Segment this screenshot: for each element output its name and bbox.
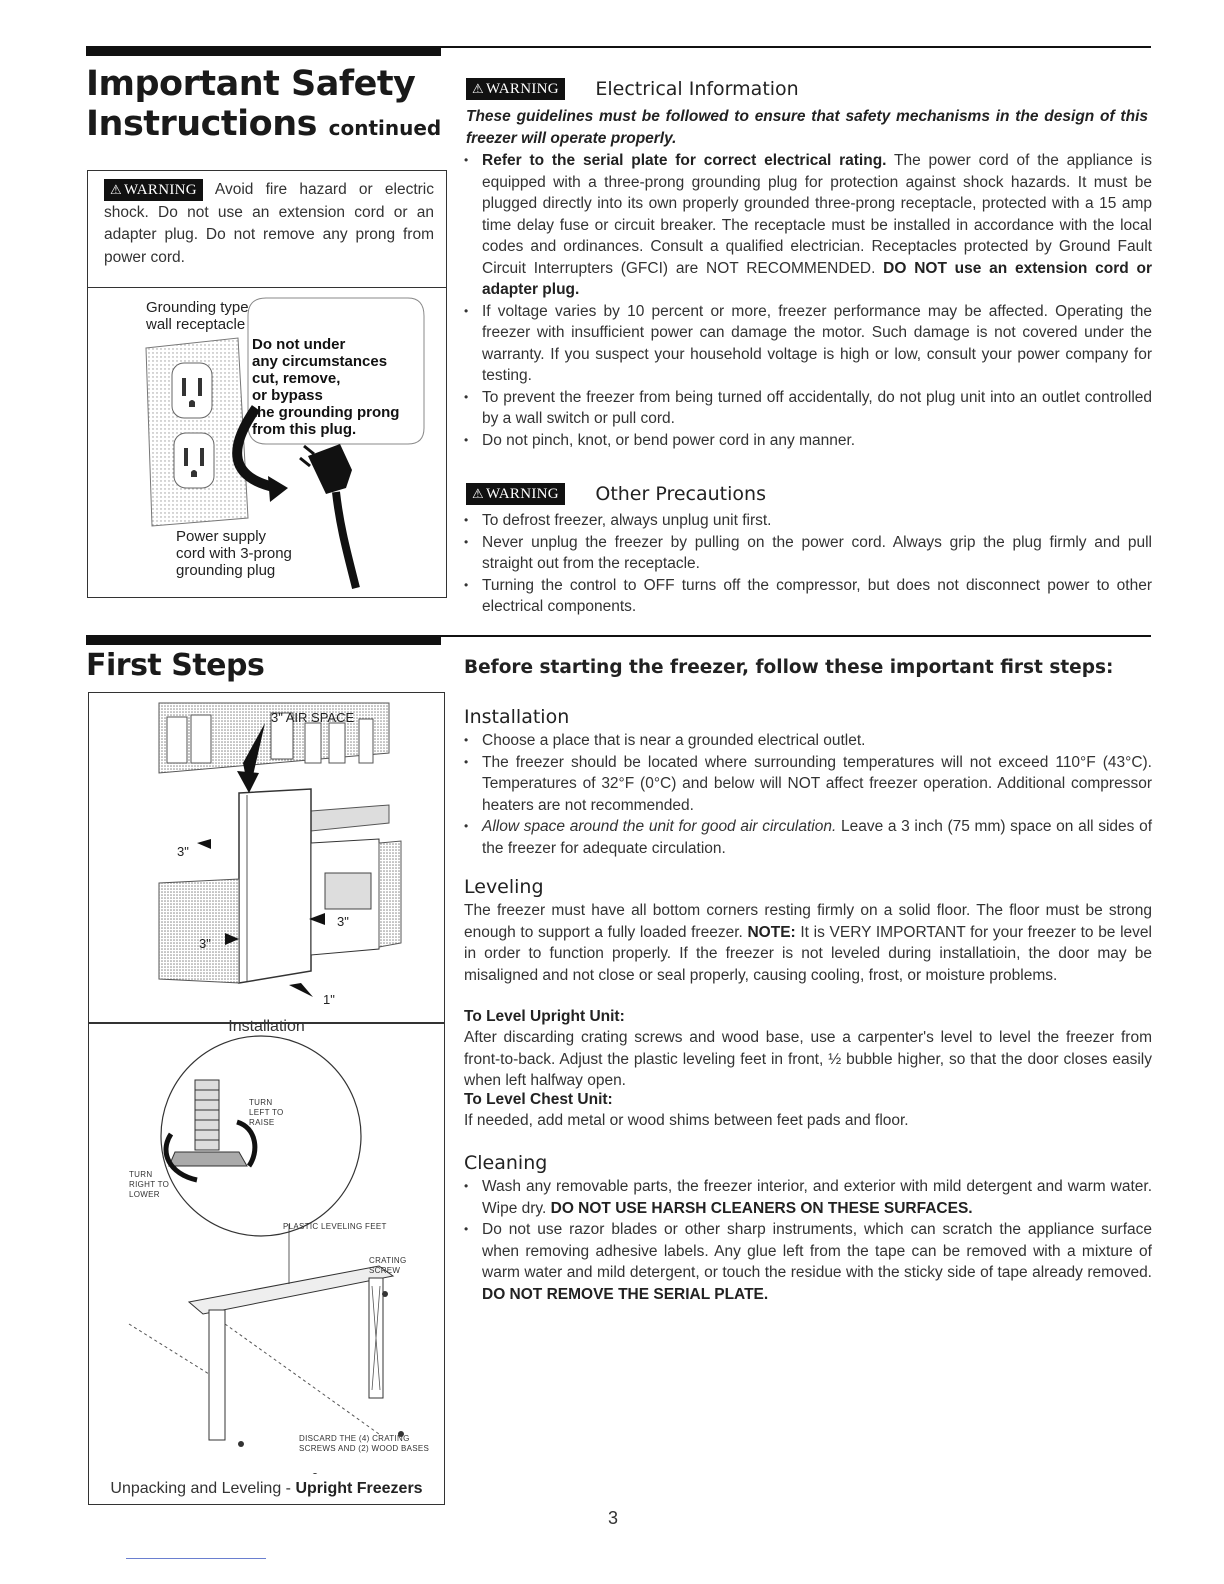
list-item: • If voltage varies by 10 percent or more, freezer performance may be affected. Operating the freezer with insufficient power can damage the motor. Such damage is not covered under the warranty. If you suspect your household voltage is high or low, consult your power company for testing. xyxy=(462,301,1152,387)
electrical-b1-text: The power cord of the appliance is equipped with a three-prong grounding plug for protection against shock hazards. It must be plugged directly into its own properly grounded three-prong receptacle, protected with a 15 amp time delay fuse or circuit breaker. The receptacle must be installed in accordance with the local codes and ordinances. Consult a qualified electrician. Receptacles protected by Ground Fault Circuit Interrupters (GFCI) are NOT RECOMMENDED. xyxy=(482,152,1152,277)
precautions-heading-row xyxy=(466,483,766,505)
foot-base xyxy=(169,1152,247,1166)
installation-b3-italic: Allow space around the unit for good air circulation. xyxy=(482,818,837,835)
label-3in-back: 3" xyxy=(199,936,211,951)
level-upright-label: To Level Upright Unit: xyxy=(464,1008,625,1025)
wood-base-left xyxy=(209,1310,225,1440)
first-steps-title: First Steps xyxy=(86,648,265,683)
leveling-caption-plain: Unpacking and Leveling - xyxy=(110,1480,296,1497)
list-item: • Turning the control to OFF turns off the compressor, but does not disconnect power to other electrical components. xyxy=(462,575,1152,618)
warning-triangle-icon: ⚠ xyxy=(472,486,484,501)
cleaning-b1-text: Wash any removable parts, the freezer interior, and exterior with mild detergent and warm water. Wipe dry. xyxy=(482,1178,1152,1217)
cleaning-list xyxy=(462,1176,1152,1305)
top-rule-thin xyxy=(441,46,1151,48)
arrow-bottom xyxy=(289,983,313,997)
leveling-body xyxy=(464,900,1152,986)
leveling-figure xyxy=(88,1023,445,1505)
leveling-caption-bold: Upright Freezers xyxy=(295,1480,423,1497)
electrical-heading: Electrical Information xyxy=(595,78,799,100)
label-plastic-feet: PLASTIC LEVELING FEET xyxy=(283,1222,387,1231)
label-power-cord xyxy=(176,528,292,579)
installation-caption: Installation xyxy=(228,1018,305,1035)
callout-text xyxy=(252,336,399,438)
electrical-b1-bold-end: DO NOT use an extension cord or adapter plug. xyxy=(482,259,1153,298)
list-item: • Do not pinch, knot, or bend power cord in any manner. xyxy=(462,430,1152,452)
label-turn-left xyxy=(249,1098,284,1128)
leveling-caption xyxy=(89,1480,444,1498)
list-item xyxy=(462,816,1152,859)
level-upright-text: After discarding crating screws and wood base, use a carpenter's level to level the freezer from front-to-back. Adjust the plastic leveling feet in front, ½ bubble higher, so that the door closes easily when left halfway open. xyxy=(464,1029,1152,1089)
leveling-heading: Leveling xyxy=(464,876,544,898)
warning-badge xyxy=(466,78,565,100)
cleaning-b2-text: Do not use razor blades or other sharp instruments, which can scratch the appliance surface when removing adhesive labels. Any glue left from the tape can be removed with a mixture of warm water and mild detergent, or touch the residue with the sticky side of tape already removed. xyxy=(482,1221,1152,1281)
precautions-list xyxy=(462,510,1152,618)
callout-line: any circumstances xyxy=(252,353,388,370)
crating-line: SCREW xyxy=(369,1266,401,1275)
power-cord xyxy=(336,492,356,588)
turn-right-line: TURN xyxy=(129,1170,153,1179)
safety-title-instructions: Instructions xyxy=(86,104,317,144)
list-item: • The freezer should be located where surrounding temperatures will not exceed 110°F (43°C). Temperatures of 32°F (0°C) and below will NOT affect freezer operation. Additional compressor heaters are not recommended. xyxy=(462,752,1152,817)
plug-body xyxy=(308,444,352,494)
installation-diagram xyxy=(89,693,444,1003)
list-item xyxy=(462,1176,1152,1219)
top-rule-thick xyxy=(86,46,441,56)
mid-rule-thick xyxy=(86,635,441,645)
arrow-left xyxy=(197,839,211,849)
electrical-b1-bold: Refer to the serial plate for correct electrical rating. xyxy=(482,152,887,169)
warning-triangle-icon: ⚠ xyxy=(110,182,122,197)
range-hood xyxy=(311,805,389,831)
page-number: 3 xyxy=(608,1508,619,1528)
turn-left-line: LEFT TO xyxy=(249,1108,284,1117)
callout-line: or bypass xyxy=(252,387,323,404)
level-chest-text: If needed, add metal or wood shims between feet pads and floor. xyxy=(464,1112,909,1129)
cleaning-heading: Cleaning xyxy=(464,1152,548,1174)
installation-b3-text: Leave a 3 inch (75 mm) space on all sides of the freezer for adequate circulation. xyxy=(482,818,1152,857)
outlet-top xyxy=(172,363,212,418)
leveling-diagram xyxy=(89,1024,444,1474)
lower-cabinets-right xyxy=(379,841,401,947)
callout-line: Do not under xyxy=(252,336,346,353)
safety-warning-body: Avoid fire hazard or electric shock. Do not use an extension cord or an adapter plug. Do not remove any prong from power cord. xyxy=(104,181,434,266)
crating-line: CRATING xyxy=(369,1256,407,1265)
footer-link-line xyxy=(126,1558,266,1559)
power-cord-line: cord with 3-prong xyxy=(176,545,292,562)
label-turn-right xyxy=(129,1170,169,1200)
warning-badge-label: WARNING xyxy=(485,81,559,97)
leveling-text-a: The freezer must have all bottom corners resting firmly on a solid floor. The floor must be strong enough to support a fully loaded freezer. xyxy=(464,902,1152,941)
lower-cabinets-left xyxy=(159,879,239,983)
list-item xyxy=(462,1219,1152,1305)
leveling-foot-zoom-circle xyxy=(161,1036,361,1236)
power-cord-line: Power supply xyxy=(176,528,267,545)
electrical-list xyxy=(462,150,1152,451)
safety-warning-text xyxy=(104,179,434,269)
precautions-heading: Other Precautions xyxy=(595,483,766,505)
label-wall-receptacle: wall receptacle xyxy=(146,316,246,333)
outlet-bottom xyxy=(174,433,214,488)
turn-right-line: LOWER xyxy=(129,1190,160,1199)
label-3in-left: 3" xyxy=(177,844,189,859)
safety-title-line2 xyxy=(86,104,441,144)
discard-line: SCREWS AND (2) WOOD BASES xyxy=(299,1444,430,1453)
warning-badge xyxy=(104,179,203,201)
list-item: • To defrost freezer, always unplug unit first. xyxy=(462,510,1152,532)
power-cord-line: grounding plug xyxy=(176,562,276,579)
warning-badge xyxy=(466,483,565,505)
first-steps-intro: Before starting the freezer, follow these important first steps: xyxy=(464,657,1114,678)
level-chest-label: To Level Chest Unit: xyxy=(464,1091,613,1108)
mid-rule-thin xyxy=(441,635,1151,637)
freezer-base-frame xyxy=(189,1266,393,1314)
turn-left-line: TURN xyxy=(249,1098,273,1107)
label-grounding-type: Grounding type xyxy=(146,299,249,316)
leveling-text-b: It is VERY IMPORTANT for your freezer to be level in order to function properly. If the freezer is not leveled during installatioin, the door may be misaligned and not close or seal properly, causing cooling, frost, or moisture problems. xyxy=(464,923,1152,984)
turn-right-line: RIGHT TO xyxy=(129,1180,170,1189)
label-discard xyxy=(299,1434,429,1454)
warning-badge-label: WARNING xyxy=(485,486,559,502)
installation-list xyxy=(462,730,1152,859)
label-crating-screw xyxy=(369,1256,407,1276)
safety-title-line1: Important Safety xyxy=(86,64,416,104)
turn-left-line: RAISE xyxy=(249,1118,275,1127)
discard-line: DISCARD THE (4) CRATING xyxy=(299,1434,410,1443)
safety-warning-box xyxy=(87,170,447,598)
cleaning-b1-bold: DO NOT USE HARSH CLEANERS ON THESE SURFACES. xyxy=(550,1199,973,1217)
label-1in-bottom: 1" xyxy=(323,992,335,1007)
freezer-body xyxy=(239,789,311,983)
callout-line: cut, remove, xyxy=(252,370,341,387)
leveling-note-label: NOTE: xyxy=(747,923,796,941)
list-item: • To prevent the freezer from being turned off accidentally, do not plug unit into an outlet controlled by a wall switch or pull cord. xyxy=(462,387,1152,430)
electrical-heading-row xyxy=(466,78,799,100)
warning-triangle-icon: ⚠ xyxy=(472,81,484,96)
cleaning-b2-bold: DO NOT REMOVE THE SERIAL PLATE. xyxy=(482,1285,769,1303)
installation-figure xyxy=(88,692,445,1035)
warning-badge-label: WARNING xyxy=(123,182,197,198)
installation-heading: Installation xyxy=(464,706,570,728)
label-air-space: 3" AIR SPACE xyxy=(271,710,355,725)
electrical-intro: These guidelines must be followed to ensure that safety mechanisms in the design of this freezer will operate properly. xyxy=(466,108,1148,147)
list-item: • Choose a place that is near a grounded electrical outlet. xyxy=(462,730,1152,752)
label-3in-right: 3" xyxy=(337,914,349,929)
callout-line: from this plug. xyxy=(252,421,357,438)
list-item: • Never unplug the freezer by pulling on the power cord. Always grip the plug firmly and pull straight out from the receptacle. xyxy=(462,532,1152,575)
safety-title-suffix: continued xyxy=(328,116,442,140)
callout-line: the grounding prong xyxy=(252,404,400,421)
list-item xyxy=(462,150,1152,301)
